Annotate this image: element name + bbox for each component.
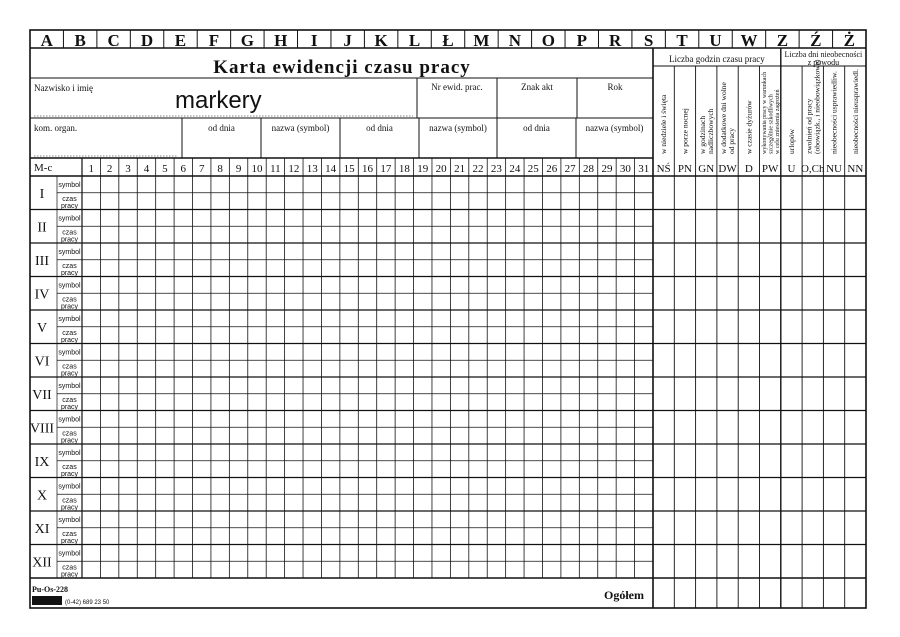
day-number-6: 6 (180, 163, 187, 175)
summary-desc-group-8 (804, 59, 821, 154)
czas-label: czas (62, 497, 77, 505)
day-number-17: 17 (380, 163, 392, 175)
month-label-VII: VII (32, 387, 52, 403)
summary-code-9: NU (826, 163, 842, 175)
day-number-4: 4 (143, 163, 150, 175)
alphabet-letter-12: L (408, 31, 421, 50)
summary-desc-line: w porze nocnej (680, 108, 690, 154)
pracy-label: pracy (60, 202, 79, 210)
alphabet-letter-25: Ż (843, 31, 855, 50)
pracy-label: pracy (60, 403, 79, 411)
summary-desc-line: szczególnie szkodliwych (768, 94, 775, 154)
summary-desc-group-6 (762, 72, 781, 154)
month-label-III: III (35, 253, 49, 269)
summary-desc-line: w celu zniesienia zagrożeń (775, 89, 782, 154)
pracy-label: pracy (60, 537, 79, 545)
day-number-31: 31 (638, 163, 650, 175)
summary-desc-line: wykonywania pracy w warunkach (762, 71, 769, 154)
alphabet-letter-22: W (740, 31, 758, 50)
od-dnia-label: od dnia (208, 123, 235, 133)
summary-desc-group-3 (698, 108, 715, 154)
day-number-30: 30 (619, 163, 631, 175)
month-label-V: V (36, 320, 48, 336)
summary-desc-line: urlopów (786, 129, 796, 154)
month-label-II: II (37, 220, 47, 236)
symbol-label: symbol (58, 450, 81, 457)
pracy-label: pracy (60, 571, 79, 579)
symbol-label: symbol (58, 182, 81, 189)
day-number-5: 5 (162, 163, 168, 175)
summary-desc-group-2 (680, 108, 689, 154)
alphabet-letter-20: T (676, 31, 688, 50)
symbol-label: symbol (58, 249, 81, 256)
month-label-XII: XII (32, 555, 52, 571)
nr-ewid-label: Nr ewid. prac. (431, 82, 483, 92)
czas-label: czas (62, 229, 77, 237)
summary-desc-line: nadliczbowych (705, 108, 715, 154)
nazwa-symbol-label: nazwa (symbol) (429, 123, 487, 133)
day-number-23: 23 (490, 163, 502, 175)
nazwa-symbol-label: nazwa (symbol) (585, 123, 644, 133)
summary-desc-group-9 (830, 71, 839, 154)
alphabet-letter-18: R (609, 31, 622, 50)
alphabet-letter-3: C (107, 31, 120, 50)
alphabet-letter-9: I (310, 31, 318, 50)
summary-desc-group-7 (787, 128, 796, 154)
day-number-26: 26 (546, 163, 558, 175)
czas-label: czas (62, 430, 77, 438)
summary-code-6: PW (761, 163, 779, 175)
summary-desc-line: w czasie dyżurów (744, 100, 754, 154)
day-number-14: 14 (325, 163, 337, 175)
day-number-29: 29 (601, 163, 613, 175)
symbol-label: symbol (58, 282, 81, 290)
month-label-I: I (39, 186, 45, 202)
symbol-label: symbol (58, 416, 81, 424)
summary-code-8: O,Ch (800, 163, 825, 175)
name-value: markery (175, 87, 262, 114)
nazwa-symbol-label: nazwa (symbol) (271, 123, 330, 133)
pracy-label: pracy (60, 470, 79, 478)
summary-desc-line: w dodatkowe dni wolne (719, 82, 729, 154)
alphabet-letter-10: J (343, 31, 352, 50)
day-number-11: 11 (270, 163, 281, 175)
hours-header: Liczba godzin czasu pracy (669, 54, 765, 64)
summary-desc-line: od pracy (727, 127, 737, 154)
czas-label: czas (62, 296, 77, 304)
alphabet-letter-16: O (541, 31, 555, 50)
day-number-25: 25 (527, 163, 539, 175)
form-title: Karta ewidencji czasu pracy (213, 57, 471, 78)
day-number-8: 8 (217, 163, 223, 175)
total-label: Ogółem (604, 588, 644, 602)
summary-desc-line: nieobecności nieusprawiedl. (850, 69, 860, 154)
day-number-24: 24 (509, 163, 521, 175)
alphabet-letter-4: D (140, 31, 154, 50)
day-number-19: 19 (417, 163, 429, 175)
summary-desc-line: zwolnień od pracy (804, 98, 814, 154)
day-number-27: 27 (564, 163, 576, 175)
alphabet-letter-17: P (576, 31, 587, 50)
alphabet-letter-15: N (508, 31, 522, 50)
czas-label: czas (62, 396, 77, 404)
day-number-2: 2 (106, 163, 113, 175)
symbol-label: symbol (58, 316, 81, 323)
day-number-13: 13 (306, 163, 318, 175)
alphabet-letter-2: B (74, 31, 86, 50)
month-label-VI: VI (34, 354, 50, 370)
summary-desc-line: (obowiązk., i nieobowiązkowe) (812, 59, 822, 154)
pracy-label: pracy (60, 370, 79, 378)
alphabet-letter-24: Ź (810, 31, 822, 50)
summary-desc-group-10 (851, 69, 860, 154)
czas-label: czas (62, 564, 77, 572)
symbol-label: symbol (58, 349, 81, 357)
summary-code-10: NN (847, 163, 864, 175)
month-column-header: M-c (34, 162, 53, 174)
summary-desc-group-1 (659, 94, 668, 154)
day-number-21: 21 (454, 163, 466, 175)
symbol-label: symbol (58, 483, 81, 491)
od-dnia-label: od dnia (366, 123, 393, 133)
alphabet-letter-19: S (643, 31, 654, 50)
month-label-XI: XI (34, 521, 50, 537)
day-number-20: 20 (435, 163, 447, 175)
pracy-label: pracy (60, 336, 79, 344)
alphabet-letter-6: F (208, 31, 220, 50)
symbol-label: symbol (58, 550, 81, 558)
summary-code-7: U (787, 163, 796, 175)
month-label-VIII: VIII (29, 421, 55, 437)
day-number-16: 16 (362, 163, 373, 175)
day-number-28: 28 (583, 163, 595, 175)
alphabet-letter-13: Ł (442, 31, 454, 50)
day-number-10: 10 (251, 163, 263, 175)
pracy-label: pracy (60, 236, 79, 244)
summary-desc-line: nieobecności usprawiedliw. (829, 71, 839, 154)
summary-code-2: PN (677, 163, 692, 175)
summary-code-4: DW (718, 163, 737, 175)
alphabet-letter-23: Z (776, 31, 789, 50)
day-number-12: 12 (288, 163, 300, 175)
symbol-label: symbol (58, 383, 81, 390)
alphabet-letter-5: E (174, 31, 187, 50)
czas-label: czas (62, 262, 77, 270)
month-label-X: X (36, 488, 48, 504)
summary-desc-group-4 (719, 81, 736, 154)
day-number-9: 9 (235, 163, 242, 175)
pracy-label: pracy (60, 269, 79, 277)
day-number-22: 22 (472, 163, 484, 175)
od-dnia-label: od dnia (523, 123, 550, 133)
czas-label: czas (62, 329, 77, 337)
brand-text: emka (37, 596, 57, 606)
name-label: Nazwisko i imię (34, 83, 93, 93)
alphabet-letter-7: G (240, 31, 254, 50)
month-label-IV: IV (34, 287, 50, 303)
pracy-label: pracy (60, 437, 79, 445)
czas-label: czas (62, 530, 77, 538)
symbol-label: symbol (58, 215, 81, 223)
summary-desc-line: w niedziele i święta (659, 94, 669, 154)
day-number-7: 7 (198, 163, 205, 175)
month-label-IX: IX (34, 454, 50, 470)
czas-label: czas (62, 195, 77, 203)
summary-desc-line: w godzinach (697, 115, 707, 154)
day-number-18: 18 (398, 163, 410, 175)
alphabet-letter-8: H (274, 31, 288, 50)
day-number-3: 3 (125, 163, 131, 175)
czas-label: czas (62, 463, 77, 471)
summary-desc-group-5 (744, 100, 753, 154)
form-code: Pu-Os-228 (32, 585, 68, 594)
pracy-label: pracy (60, 504, 79, 512)
alphabet-letter-14: M (473, 31, 490, 50)
alphabet-letter-21: U (709, 31, 722, 50)
absence-header-sub: z powodu (807, 58, 840, 67)
day-number-15: 15 (343, 163, 355, 175)
day-number-1: 1 (88, 163, 94, 175)
alphabet-letter-1: A (40, 31, 53, 50)
czas-label: czas (62, 363, 77, 371)
absence-header: Liczba dni nieobecności (784, 50, 863, 59)
rok-label: Rok (607, 82, 623, 92)
summary-code-5: D (744, 163, 753, 175)
znak-akt-label: Znak akt (521, 82, 553, 92)
phone-number: (0-42) 689 23 50 (65, 600, 110, 606)
kom-organ-label: kom. organ. (34, 123, 78, 133)
summary-code-1: NŚ (656, 163, 671, 175)
symbol-label: symbol (58, 517, 81, 524)
alphabet-letter-11: K (374, 31, 388, 50)
summary-code-3: GN (698, 163, 715, 175)
pracy-label: pracy (60, 303, 79, 311)
